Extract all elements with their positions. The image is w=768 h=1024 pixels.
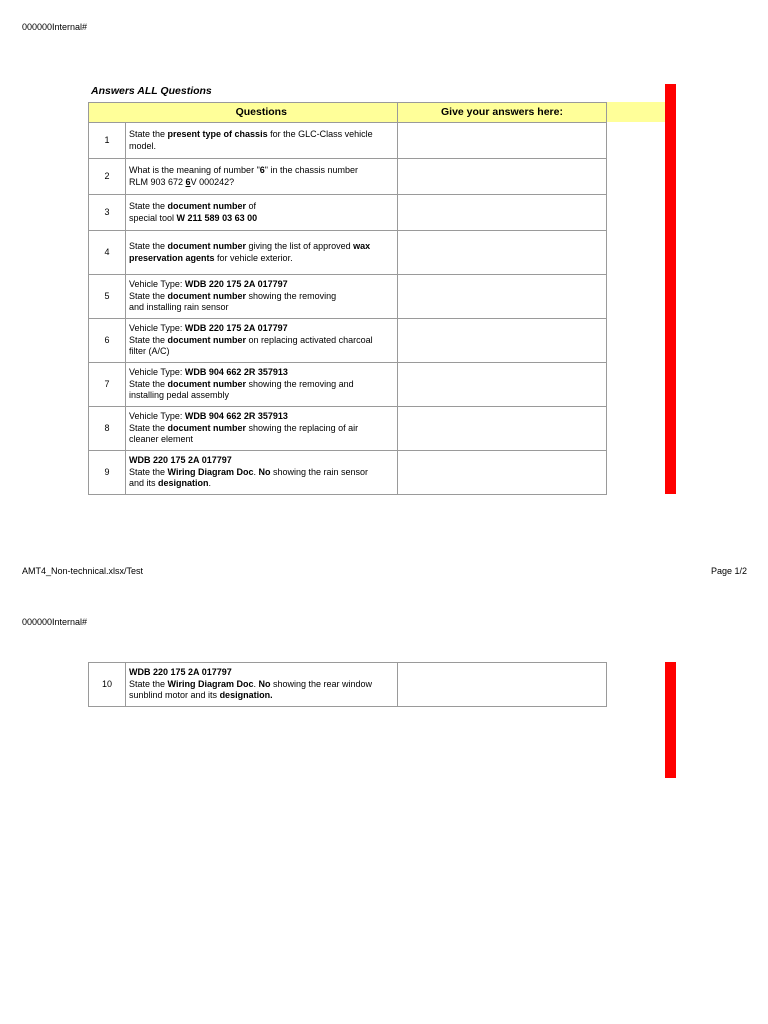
question-segment: Wiring Diagram Doc: [167, 466, 254, 477]
question-segment: WDB 220 175 2A 017797: [184, 323, 288, 334]
table-row: [89, 195, 607, 231]
question-segment: sunblind motor and its: [129, 690, 220, 701]
question-line: [129, 423, 394, 435]
question-text: [126, 123, 398, 159]
question-line: [129, 129, 394, 141]
question-line: [129, 434, 394, 446]
question-segment: document number: [167, 334, 247, 345]
question-segment: wax: [353, 241, 371, 251]
table-row: [89, 319, 607, 363]
questions-column-header: Questions: [126, 103, 398, 123]
table-row: [89, 275, 607, 319]
questions-table-page2: [88, 662, 607, 707]
table-row: [89, 231, 607, 275]
question-line: [129, 253, 394, 265]
question-line: [129, 165, 394, 177]
question-line: [129, 335, 394, 347]
question-segment: RLM 903 672: [129, 176, 186, 187]
question-segment: 6: [259, 165, 265, 175]
question-segment: showing the removing and: [246, 378, 354, 389]
question-segment: .: [270, 690, 273, 701]
question-segment: W 211 589 03 63 00: [176, 212, 258, 223]
question-text: [126, 231, 398, 275]
question-segment: State the: [129, 129, 168, 139]
question-segment: State the: [129, 241, 168, 251]
footer-filename: AMT4_Non-technical.xlsx/Test: [22, 566, 144, 576]
red-margin-bar-page2: [665, 662, 676, 778]
question-segment: Vehicle Type:: [129, 367, 185, 378]
question-line: [129, 213, 394, 225]
question-text: [126, 195, 398, 231]
question-text: [126, 363, 398, 407]
question-segment: for the GLC-Class vehicle: [267, 129, 373, 139]
question-text: [126, 663, 398, 707]
question-line: [129, 201, 394, 213]
question-segment: for vehicle exterior.: [214, 252, 293, 263]
answer-cell[interactable]: [398, 407, 607, 451]
question-line: [129, 291, 394, 303]
question-segment: V 000242?: [190, 176, 235, 187]
question-segment: State the: [129, 466, 168, 477]
table-row: [89, 123, 607, 159]
answer-cell[interactable]: [398, 363, 607, 407]
question-number: 8: [89, 407, 126, 451]
red-margin-bar: [665, 84, 676, 494]
question-segment: " in the chassis number: [264, 165, 359, 175]
question-segment: document number: [167, 201, 247, 211]
question-segment: Vehicle Type:: [129, 411, 185, 422]
question-segment: installing pedal assembly: [129, 390, 230, 401]
question-segment: WDB 220 175 2A 017797: [184, 279, 288, 290]
question-line: [129, 141, 394, 153]
question-segment: State the: [129, 422, 168, 433]
header-fill-extension: [605, 102, 665, 122]
question-line: [129, 379, 394, 391]
question-segment: 6: [185, 176, 191, 187]
question-segment: filter (A/C): [129, 346, 170, 357]
question-segment: preservation agents: [129, 252, 215, 263]
question-line: [129, 241, 394, 253]
question-segment: WDB 904 662 2R 357913: [184, 411, 288, 422]
question-segment: Wiring Diagram Doc: [167, 678, 254, 689]
question-number: 4: [89, 231, 126, 275]
question-text: [126, 159, 398, 195]
question-segment: .: [253, 678, 259, 689]
table-row: [89, 363, 607, 407]
question-segment: Vehicle Type:: [129, 279, 185, 290]
question-line: [129, 467, 394, 479]
answer-cell[interactable]: [398, 663, 607, 707]
question-segment: giving the list of approved: [246, 241, 354, 251]
question-line: [129, 455, 394, 467]
table-row: [89, 159, 607, 195]
question-segment: showing the rain sensor: [270, 466, 369, 477]
question-segment: showing the replacing of air: [246, 422, 359, 433]
question-line: [129, 346, 394, 358]
table-row: [89, 663, 607, 707]
question-text: [126, 275, 398, 319]
question-line: [129, 411, 394, 423]
question-text: [126, 407, 398, 451]
question-number: 10: [89, 663, 126, 707]
question-text: [126, 319, 398, 363]
question-line: [129, 478, 394, 490]
footer-page-number: Page 1/2: [710, 566, 747, 576]
question-segment: Vehicle Type:: [129, 323, 185, 334]
question-segment: on replacing activated charcoal: [246, 334, 373, 345]
question-line: [129, 177, 394, 189]
question-segment: What is the meaning of number ": [129, 165, 260, 175]
question-segment: State the: [129, 201, 168, 211]
question-number: 2: [89, 159, 126, 195]
question-number: 9: [89, 451, 126, 495]
answer-cell[interactable]: [398, 319, 607, 363]
question-segment: .: [208, 478, 212, 489]
question-segment: special tool: [129, 212, 177, 223]
question-segment: .: [253, 466, 259, 477]
question-segment: designation: [219, 690, 271, 701]
question-segment: WDB 220 175 2A 017797: [129, 667, 232, 678]
answer-cell[interactable]: [398, 451, 607, 495]
table-row: [89, 407, 607, 451]
question-segment: cleaner element: [129, 434, 194, 445]
internal-label-page2: 000000Internal#: [22, 617, 88, 627]
answer-cell[interactable]: [398, 123, 607, 159]
question-segment: designation: [158, 478, 209, 489]
question-line: [129, 279, 394, 291]
questions-table: [88, 102, 607, 495]
question-number: 5: [89, 275, 126, 319]
question-number: 6: [89, 319, 126, 363]
question-line: [129, 667, 394, 679]
question-segment: State the: [129, 334, 168, 345]
question-line: [129, 679, 394, 691]
question-segment: document number: [167, 422, 247, 433]
question-segment: and its: [129, 478, 159, 489]
question-segment: of: [246, 201, 257, 211]
answer-cell[interactable]: [398, 195, 607, 231]
table-row: [89, 451, 607, 495]
question-segment: showing the removing: [246, 290, 337, 301]
question-segment: No: [258, 466, 271, 477]
question-segment: present type of chassis: [167, 129, 268, 139]
question-segment: document number: [167, 290, 247, 301]
page-heading: Answers ALL Questions: [91, 85, 212, 97]
question-line: [129, 323, 394, 335]
number-column-header: [89, 103, 126, 123]
question-segment: and installing rain sensor: [129, 302, 229, 313]
question-line: [129, 367, 394, 379]
internal-label: 000000Internal#: [22, 22, 88, 32]
question-line: [129, 690, 394, 702]
question-number: 3: [89, 195, 126, 231]
question-segment: State the: [129, 378, 168, 389]
question-text: [126, 451, 398, 495]
question-number: 7: [89, 363, 126, 407]
question-segment: document number: [167, 241, 247, 251]
question-segment: showing the rear window: [270, 678, 373, 689]
answer-cell[interactable]: [398, 231, 607, 275]
question-segment: document number: [167, 378, 247, 389]
question-line: [129, 390, 394, 402]
question-segment: State the: [129, 290, 168, 301]
question-number: 1: [89, 123, 126, 159]
table-header-row: [89, 103, 607, 123]
question-segment: WDB 904 662 2R 357913: [184, 367, 288, 378]
answers-column-header: Give your answers here:: [398, 103, 607, 123]
question-segment: State the: [129, 678, 168, 689]
answer-cell[interactable]: [398, 159, 607, 195]
question-segment: WDB 220 175 2A 017797: [129, 455, 232, 466]
question-segment: No: [258, 678, 271, 689]
question-segment: model.: [129, 140, 157, 151]
answer-cell[interactable]: [398, 275, 607, 319]
question-line: [129, 302, 394, 314]
